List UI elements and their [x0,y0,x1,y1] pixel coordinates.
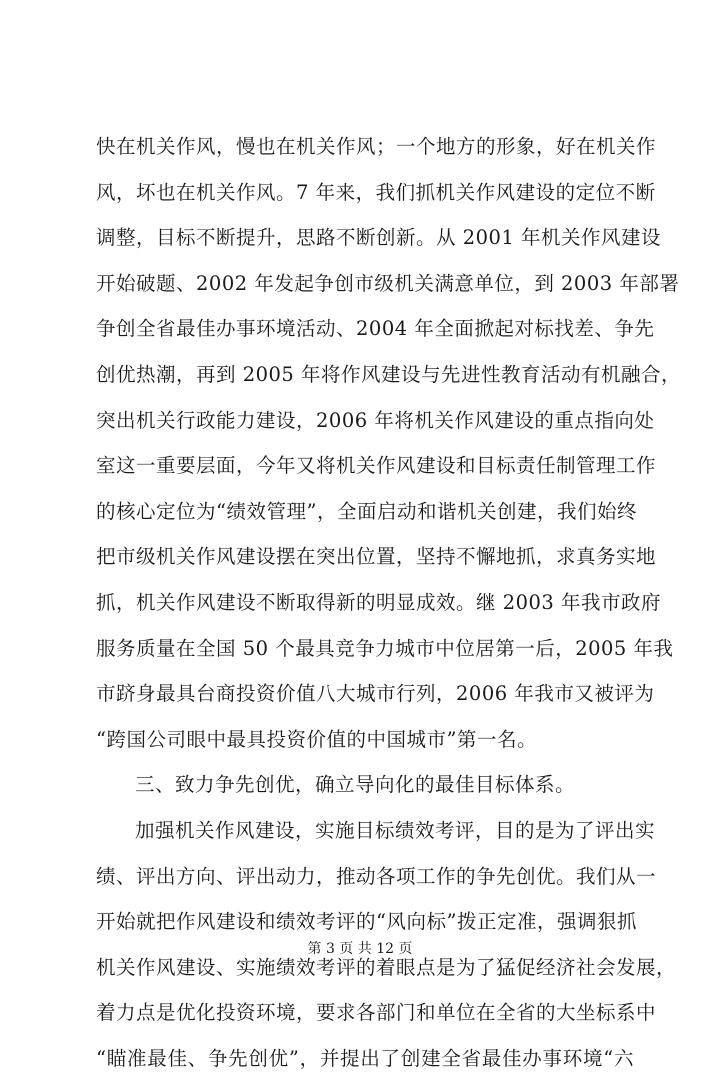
text-line: “跨国公司眼中最具投资价值的中国城市”第一名。 [96,727,537,751]
text-line: 开始就把作风建设和绩效考评的“风向标”拨正定准，强调狠抓 [96,910,637,934]
text-line: 服务质量在全国 50 个最具竞争力城市中位居第一后，2005 年我 [96,636,674,660]
text-line: 突出机关行政能力建设，2006 年将机关作风建设的重点指向处 [96,408,655,432]
page-number: 第 3 页 共 12 页 [307,941,413,957]
text-line: 绩、评出方向、评出动力，推动各项工作的争先创优。我们从一 [96,864,657,888]
text-line: “瞄准最佳、争先创优”，并提出了创建全省最佳办事环境“六 [96,1046,634,1070]
text-line: 室这一重要层面，今年又将机关作风建设和目标责任制管理工作 [96,454,657,478]
text-line: 开始破题、2002 年发起争创市级机关满意单位，到 2003 年部署 [96,271,680,295]
text-line: 着力点是优化投资环境，要求各部门和单位在全省的大坐标系中 [96,1001,657,1025]
text-line: 争创全省最佳办事环境活动、2004 年全面掀起对标找差、争先 [96,317,655,341]
section-heading: 三、致力争先创优，确立导向化的最佳目标体系。 [135,773,576,797]
text-line: 加强机关作风建设，实施目标绩效考评，目的是为了评出实 [135,818,656,842]
text-line: 创优热潮，再到 2005 年将作风建设与先进性教育活动有机融合， [96,362,682,386]
text-line: 调整，目标不断提升，思路不断创新。从 2001 年机关作风建设 [96,226,662,250]
text-line: 抓，机关作风建设不断取得新的明显成效。继 2003 年我市政府 [96,590,662,614]
text-line: 的核心定位为“绩效管理”，全面启动和谐机关创建，我们始终 [96,499,637,523]
text-line: 把市级机关作风建设摆在突出位置，坚持不懈地抓，求真务实地 [96,545,657,569]
text-line: 机关作风建设、实施绩效考评的着眼点是为了猛促经济社会发展， [96,955,677,979]
text-line: 市跻身最具台商投资价值八大城市行列，2006 年我市又被评为 [96,682,655,706]
text-line: 快在机关作风，慢也在机关作风；一个地方的形象，好在机关作 [96,135,657,158]
text-line: 风，坏也在机关作风。7 年来，我们抓机关作风建设的定位不断 [96,180,656,204]
